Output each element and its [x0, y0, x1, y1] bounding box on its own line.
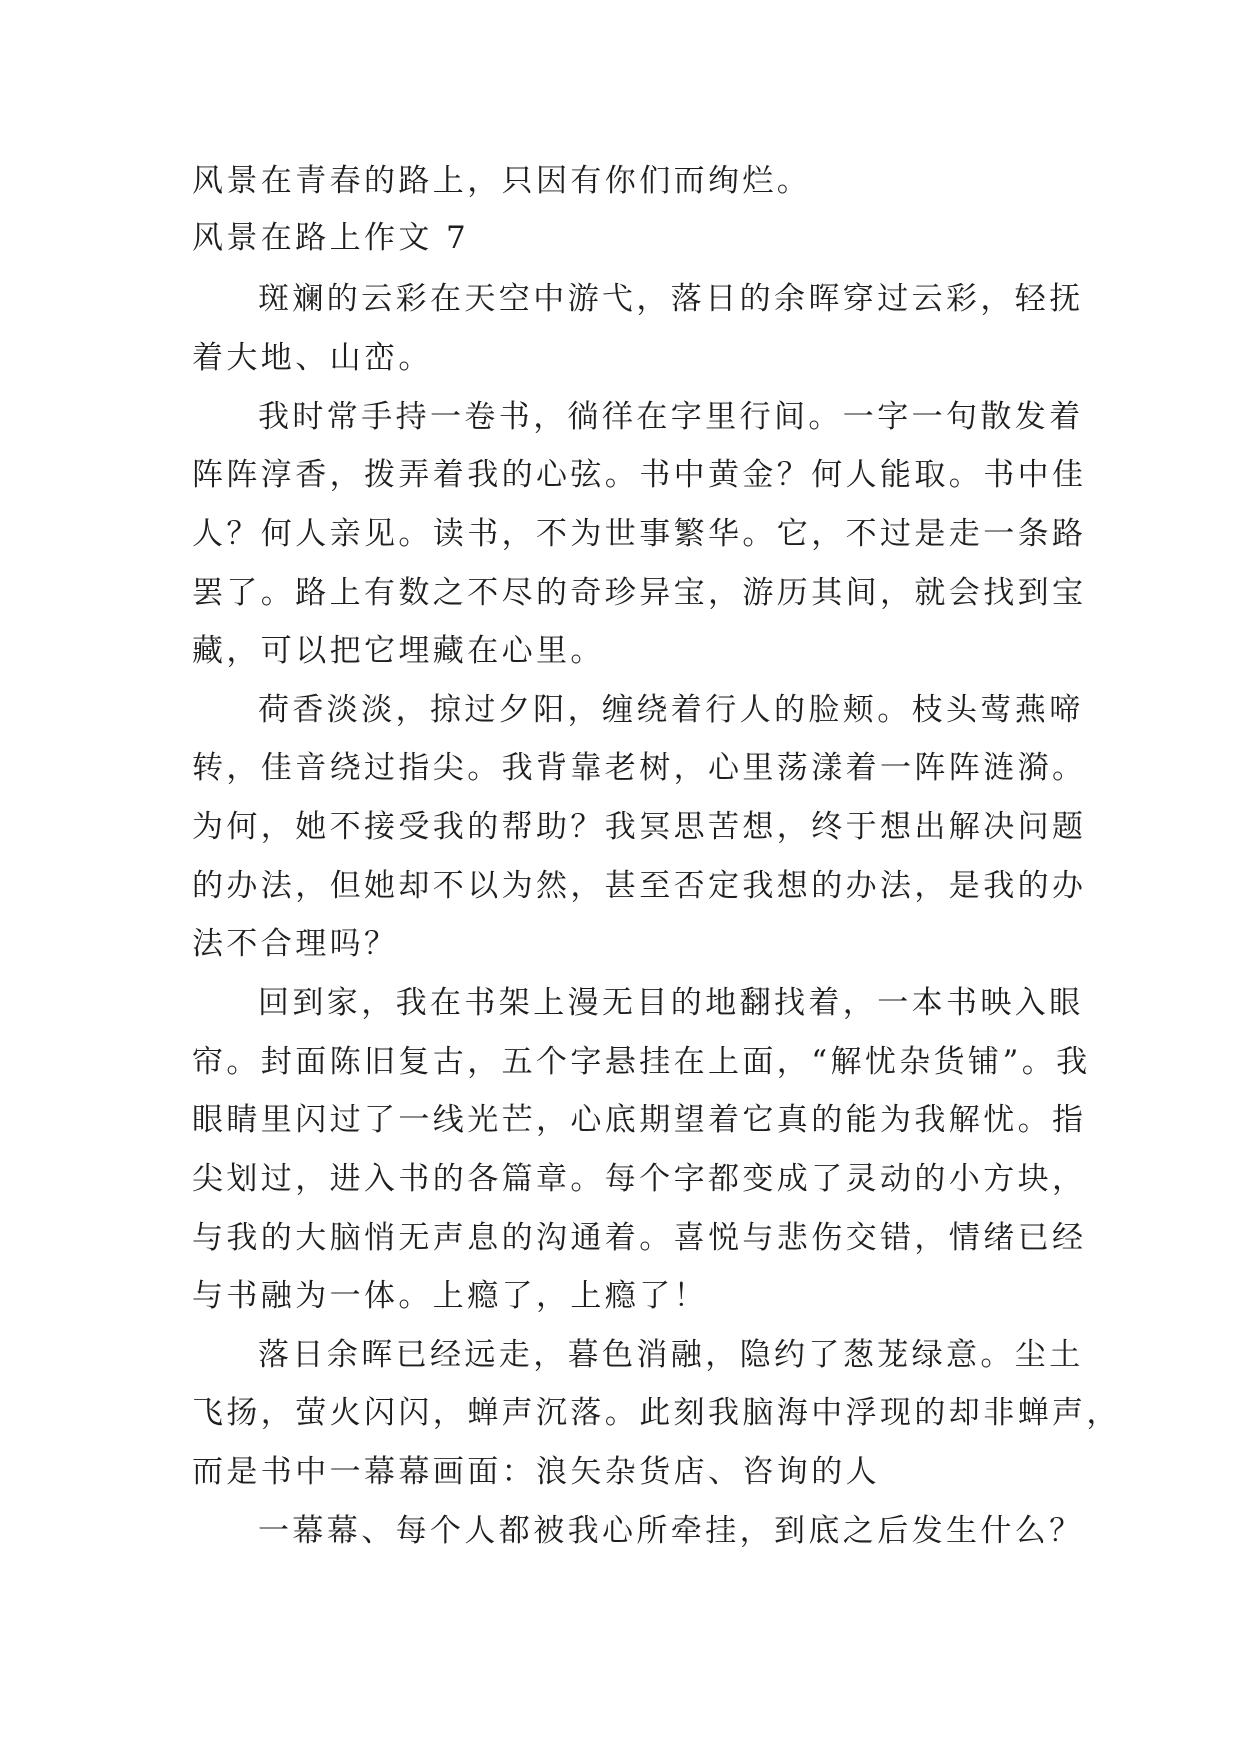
- paragraph-line: 帘。封面陈旧复古，五个字悬挂在上面，“解忧杂货铺”。我: [192, 1044, 1091, 1080]
- paragraph-line: 为何，她不接受我的帮助？我冥思苦想，终于想出解决问题: [192, 809, 1087, 845]
- paragraph-line: 斑斓的云彩在天空中游弋，落日的余晖穿过云彩，轻抚: [258, 281, 1084, 317]
- paragraph-line: 罢了。路上有数之不尽的奇珍异宝，游历其间，就会找到宝: [192, 575, 1087, 611]
- paragraph-line: 与书融为一体。上瘾了，上瘾了！: [192, 1278, 708, 1314]
- paragraph-line: 法不合理吗？: [192, 926, 399, 962]
- paragraph-line: 我时常手持一卷书，徜徉在字里行间。一字一句散发着: [258, 399, 1084, 435]
- paragraph-line: 眼睛里闪过了一线光芒，心底期望着它真的能为我解忧。指: [192, 1102, 1087, 1138]
- text-line: 风景在青春的路上，只因有你们而绚烂。: [192, 163, 812, 199]
- paragraph-line: 与我的大脑悄无声息的沟通着。喜悦与悲伤交错，情绪已经: [192, 1220, 1087, 1256]
- paragraph-line: 荷香淡淡，掠过夕阳，缠绕着行人的脸颊。枝头莺燕啼: [258, 692, 1084, 728]
- paragraph-line: 藏，可以把它埋藏在心里。: [192, 633, 605, 669]
- paragraph-line: 飞扬，萤火闪闪，蝉声沉落。此刻我脑海中浮现的却非蝉声，: [192, 1395, 1121, 1431]
- paragraph-line: 阵阵淳香，拨弄着我的心弦。书中黄金？何人能取。书中佳: [192, 457, 1087, 493]
- paragraph-line: 落日余晖已经远走，暮色消融，隐约了葱茏绿意。尘土: [258, 1337, 1084, 1373]
- paragraph-line: 的办法，但她却不以为然，甚至否定我想的办法，是我的办: [192, 868, 1087, 904]
- paragraph-line: 尖划过，进入书的各篇章。每个字都变成了灵动的小方块，: [192, 1161, 1087, 1197]
- paragraph-line: 人？何人亲见。读书，不为世事繁华。它，不过是走一条路: [192, 516, 1087, 552]
- paragraph-line: 着大地、山峦。: [192, 340, 433, 376]
- paragraph-line: 回到家，我在书架上漫无目的地翻找着，一本书映入眼: [258, 985, 1084, 1021]
- paragraph-line: 转，佳音绕过指尖。我背靠老树，心里荡漾着一阵阵涟漪。: [192, 750, 1087, 786]
- paragraph-line: 而是书中一幕幕画面：浪矢杂货店、咨询的人: [192, 1454, 880, 1490]
- paragraph-line: 一幕幕、每个人都被我心所牵挂，到底之后发生什么？: [258, 1513, 1084, 1549]
- section-title: 风景在路上作文 7: [192, 220, 470, 256]
